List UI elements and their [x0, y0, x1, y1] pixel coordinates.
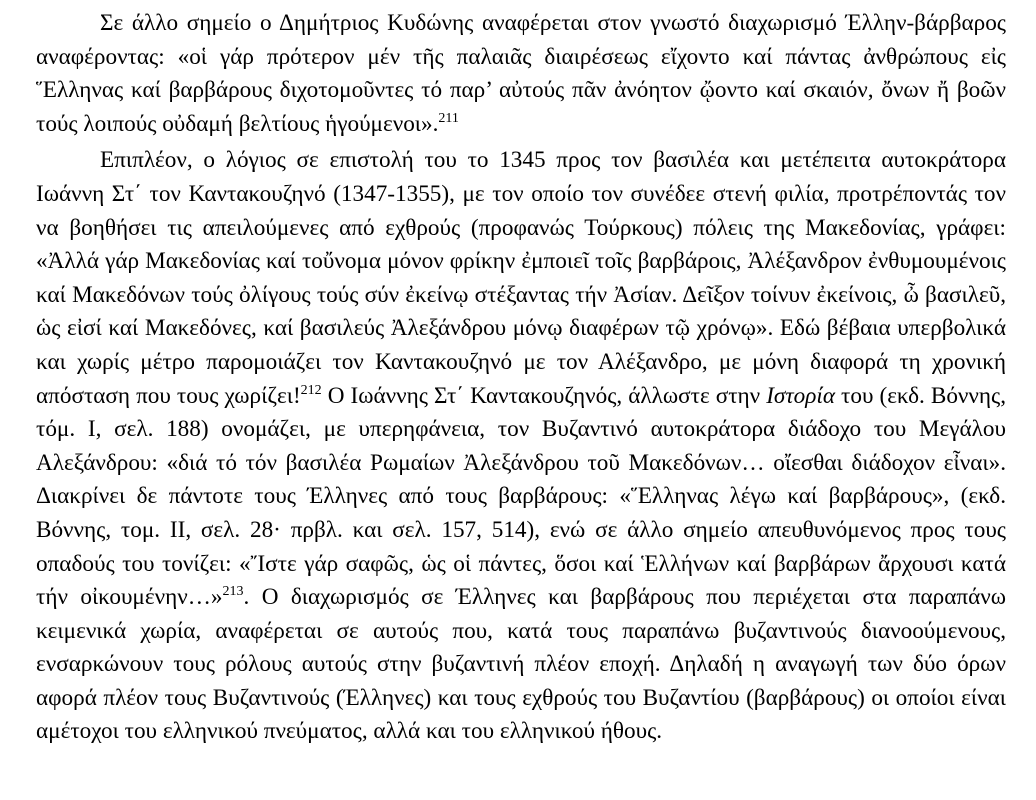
- footnote-marker-213: 213: [222, 584, 244, 600]
- text-segment: του (εκδ. Βόννης, τόμ. Ι, σελ. 188) ονομάζει, με υπερηφάνεια, τον Βυζαντινό αυτοκράτορα διάδοχο του Μεγάλου Αλεξάνδρου: «διά τό τόν βασιλέα Ρωμαίων Ἀλεξάνδρου τοῦ Μακεδόνων… οἴεσθαι διάδοχον εἶναι». Διακρίνει δε πάντοτε τους Έλληνες από τους βαρβάρους: «Ἕλληνας λέγω καί βαρβάρους», (εκδ. Βόννης, τομ. ΙΙ, σελ. 28· πρβλ. και σελ. 157, 514), ενώ σε άλλο σημείο απευθυνόμενος προς τους οπαδούς του τονίζει: «Ἴστε γάρ σαφῶς, ὡς οἱ πάντες, ὅσοι καί Ἑλλήνων καί βαρβάρων ἄρχουσι κατά τήν οἰκουμένην…»: [36, 382, 1006, 611]
- footnote-marker-212: 212: [300, 382, 322, 398]
- text-segment: Επιπλέον, ο λόγιος σε επιστολή του το 1345 προς τον βασιλέα και μετέπειτα αυτοκράτορα Ιωάννη Στ΄ τον Καντακουζηνό (1347-1355), με τον οποίο τον συνέδεε στενή φιλία, προτρέποντάς τον να βοηθήσει τις απειλούμενες από εχθρούς (προφανώς Τούρκους) πόλεις της Μακεδονίας, γράφει: «Ἀλλά γάρ Μακεδονίας καί τοὔνομα μόνον φρίκην ἐμποιεῖ τοῖς βαρβάροις, Ἀλέξανδρον ἐνθυμουμένοις καί Μακεδόνων τούς ὀλίγους τούς σύν ἐκείνῳ στέξαντας τήν Ἀσίαν. Δεῖξον τοίνυν ἐκείνοις, ὦ βασιλεῦ, ὡς εἰσί καί Μακεδόνες, καί βασιλεύς Ἀλεξάνδρου μόνῳ διαφέρων τῷ χρόνῳ». Εδώ βέβαια υπερβολικά και χωρίς μέτρο παρομοιάζει τον Καντακουζηνό με τον Αλέξανδρο, με μόνη διαφορά τη χρονική απόσταση που τους χωρίζει!: [36, 147, 1006, 409]
- footnote-marker-211: 211: [438, 110, 459, 126]
- text-segment: Ο Ιωάννης Στ΄ Καντακουζηνός, άλλωστε στην: [321, 382, 767, 409]
- text-segment: Σε άλλο σημείο ο Δημήτριος Κυδώνης αναφέρεται στον γνωστό διαχωρισμό Έλλην-βάρβαρος αναφέροντας: «οἱ γάρ πρότερον μέν τῆς παλαιᾶς διαιρέσεως εἴχοντο καί πάντας ἀνθρώπους εἰς Ἕλληνας καί βαρβάρους διχοτομοῦντες τό παρ’ αὐτούς πᾶν ἀνόητον ᾤοντο καί σκαιόν, ὄνων ἤ βοῶν τούς λοιπούς οὐδαμή βελτίους ἡγούμενοι».: [36, 10, 1006, 137]
- paragraph-kantakouzenos: [36, 144, 1006, 749]
- paragraph-kydones-hellene-barbarian: [36, 7, 1006, 141]
- text-segment: . Ο διαχωρισμός σε Έλληνες και βαρβάρους που περιέχεται στα παραπάνω κειμενικά χωρία, αναφέρεται σε αυτούς που, κατά τους παραπάνω βυζαντινούς διανοούμενους, ενσαρκώνουν τους ρόλους αυτούς στην βυζαντινή πλέον εποχή. Δηλαδή η αναγωγή των δύο όρων αφορά πλέον τους Βυζαντινούς (Έλληνες) και τους εχθρούς του Βυζαντίου (βαρβάρους) οι οποίοι είναι αμέτοχοι του ελληνικού πνεύματος, αλλά και του ελληνικού ήθους.: [36, 584, 1007, 745]
- italic-book-title: Ιστορία: [766, 382, 835, 409]
